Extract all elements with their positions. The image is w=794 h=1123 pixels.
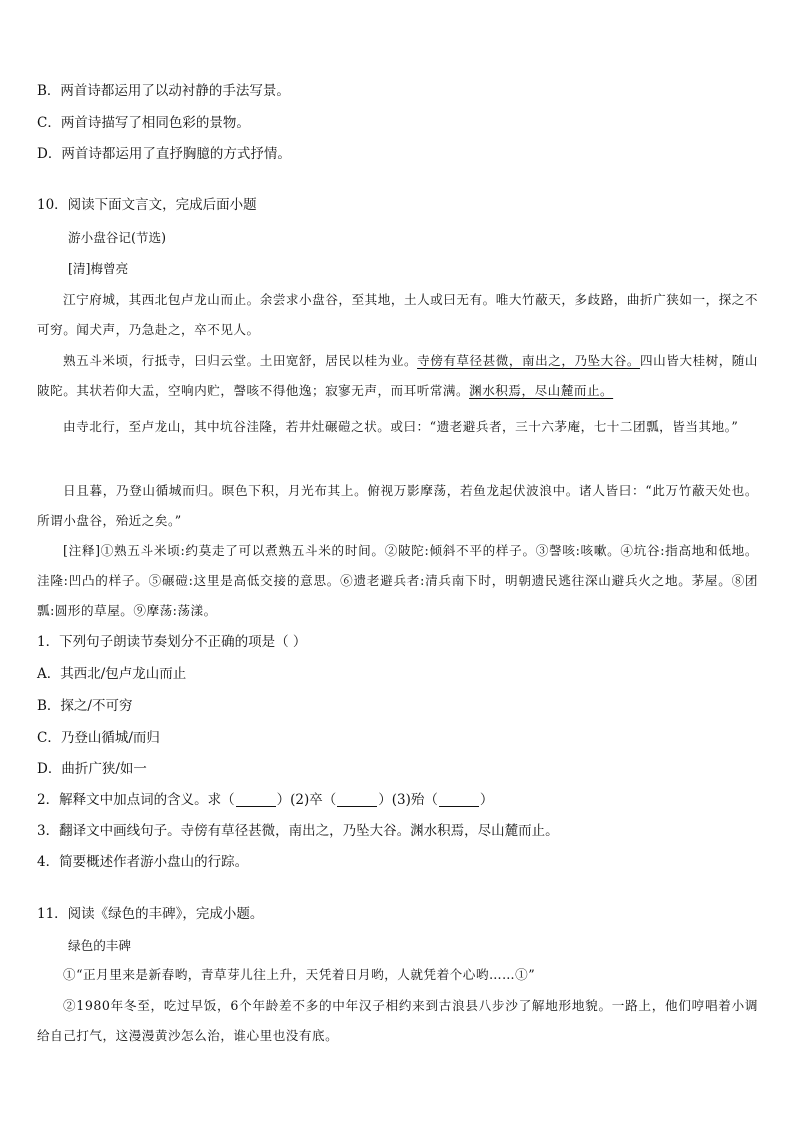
sub-question-1: 1．下列句子朗读节奏划分不正确的项是（ ） bbox=[37, 634, 307, 650]
passage-paragraph-1: 江宁府城，其西北包卢龙山而止。余尝求小盘谷，至其地，土人或曰无有。唯大竹蔽天，多歧路，曲折广狭如一，探之不可穷。闻犬声，乃急赴之，卒不见人。 bbox=[37, 292, 758, 337]
passage-paragraph-4: 日且暮，乃登山循城而归。暝色下积，月光布其上。俯视万影摩荡，若鱼龙起伏波浪中。诸人皆曰：“此万竹蔽天处也。所谓小盘谷，殆近之矣。” bbox=[37, 483, 758, 528]
underlined-sentence-1: 寺傍有草径甚微，南出之，乃坠大谷。 bbox=[417, 353, 641, 368]
question-11-header: 11．阅读《绿色的丰碑》，完成小题。 bbox=[37, 906, 264, 922]
answer-blank-1[interactable] bbox=[236, 792, 276, 807]
passage-paragraph-2 bbox=[37, 346, 758, 406]
sub-question-1-option-a: A．其西北/包卢龙山而止 bbox=[37, 666, 187, 682]
sub-question-2-lead: 2．解释文中加点词的含义。求（ bbox=[37, 792, 235, 808]
option-b-q9: B．两首诗都运用了以动衬静的手法写景。 bbox=[37, 83, 290, 99]
article-paragraph-1: ①“正月里来是新春哟，青草芽儿往上升，天凭着日月哟，人就凭着个心哟……①” bbox=[63, 967, 536, 982]
passage-notes: [注释]①熟五斗米顷:约莫走了可以煮熟五斗米的时间。②陂陀:倾斜不平的样子。③謦咳:咳嗽。④坑谷:指高地和低地。洼隆:凹凸的样子。⑤碾磑:这里是高低交接的意思。⑥遗老避兵者:清兵南下时，明朝遗民逃往深山避兵火之地。茅屋。⑧团瓢:圆形的草屋。⑨摩荡:荡漾。 bbox=[37, 543, 758, 618]
sub-question-1-option-d: D．曲折广狭/如一 bbox=[37, 761, 147, 777]
sub-question-2 bbox=[37, 791, 493, 809]
sub-question-1-option-c: C．乃登山循城/而归 bbox=[37, 730, 160, 746]
sub-question-2-part-3: ）(3)殆（ bbox=[378, 792, 438, 808]
passage-author: [清]梅曾亮 bbox=[68, 261, 129, 276]
answer-blank-2[interactable] bbox=[337, 792, 377, 807]
sub-question-4: 4．简要概述作者游小盘山的行踪。 bbox=[37, 854, 249, 870]
sub-question-1-option-b: B．探之/不可穷 bbox=[37, 698, 133, 714]
article-paragraph-2: ②1980年冬至，吃过早饭，6个年龄差不多的中年汉子相约来到古浪县八步沙了解地形地貌。一路上，他们哼唱着小调给自己打气，这漫漫黄沙怎么治，谁心里也没有底。 bbox=[37, 998, 758, 1043]
question-10-header: 10．阅读下面文言文，完成后面小题 bbox=[37, 197, 257, 213]
paragraph-2-text-a: 熟五斗米顷，行抵寺，曰归云堂。土田宽舒，居民以桂为业。 bbox=[63, 353, 418, 368]
article-title: 绿色的丰碑 bbox=[68, 938, 131, 953]
option-d-q9: D．两首诗都运用了直抒胸臆的方式抒情。 bbox=[37, 146, 291, 162]
underlined-sentence-2: 渊水积焉，尽山麓而止。 bbox=[469, 383, 614, 398]
passage-paragraph-3: 由寺北行，至卢龙山，其中坑谷洼隆，若井灶碾磑之状。或曰：“遗老避兵者，三十六茅庵，七十二团瓢，皆当其地。” bbox=[63, 419, 739, 434]
passage-title: 游小盘谷记(节选) bbox=[68, 230, 166, 245]
option-c-q9: C．两首诗描写了相同色彩的景物。 bbox=[37, 115, 250, 131]
paragraph-2-text-b: 四山皆大桂树，随山陂陀。其状若仰大盂，空响内贮，謦咳不得他逸；寂寥无声，而耳听常满。 bbox=[37, 353, 759, 398]
sub-question-3: 3．翻译文中画线句子。寺傍有草径甚微，南出之，乃坠大谷。渊水积焉，尽山麓而止。 bbox=[37, 823, 559, 839]
sub-question-2-end: ） bbox=[479, 792, 494, 808]
answer-blank-3[interactable] bbox=[439, 792, 479, 807]
sub-question-2-part-2: ）(2)卒（ bbox=[276, 792, 337, 808]
